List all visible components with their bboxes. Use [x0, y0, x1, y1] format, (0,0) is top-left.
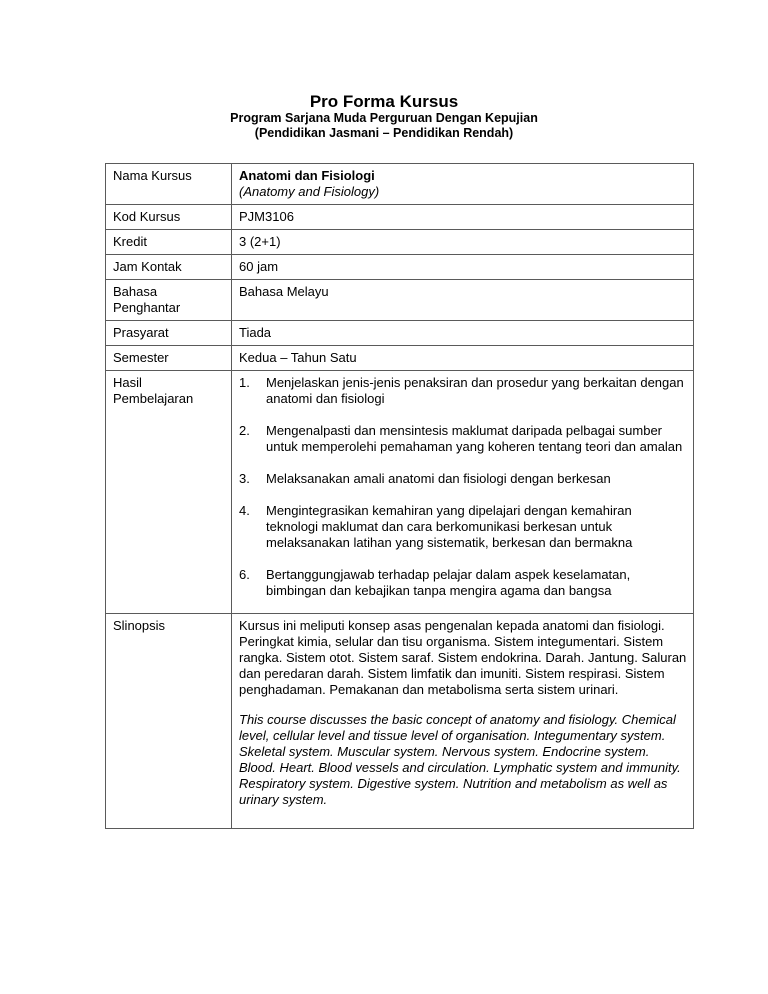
list-item-number: 2.: [239, 423, 250, 438]
list-item-number: 6.: [239, 567, 250, 582]
row-semester: [106, 346, 694, 371]
list-item-text: Mengenalpasti dan mensintesis maklumat daripada pelbagai sumber untuk memperolehi pemahaman yang koheren tentang teori dan amalan: [266, 423, 683, 454]
row-hasil-pembelajaran: [106, 371, 694, 614]
label-prasyarat: Prasyarat: [106, 321, 232, 346]
label-sinopsis: Slinopsis: [106, 614, 232, 829]
program-specialisation: (Pendidikan Jasmani – Pendidikan Rendah): [254, 126, 514, 140]
learning-outcomes-list: [239, 375, 687, 599]
value-jam-kontak: 60 jam: [232, 255, 694, 280]
list-item: [239, 567, 687, 599]
course-name: Anatomi dan Fisiologi: [239, 168, 375, 183]
document-title: [0, 92, 768, 112]
synopsis-english: This course discusses the basic concept of anatomy and fisiology. Chemical level, cellular level and tissue level of organisation. Integumentary system. Skeletal system. Muscular system. Nervous system. Endocrine system. Blood. Heart. Blood vessels and circulation. Lymphatic system and immunity. Respiratory system. Digestive system. Nutrition and metabolism as well as urinary system.: [239, 712, 681, 807]
value-prasyarat: Tiada: [232, 321, 694, 346]
value-nama-kursus: [232, 164, 694, 205]
title-text: Pro Forma Kursus: [309, 92, 459, 111]
list-item: [239, 471, 687, 487]
label-bahasa: Bahasa Penghantar: [106, 280, 232, 321]
row-prasyarat: [106, 321, 694, 346]
list-item-text: Mengintegrasikan kemahiran yang dipelajari dengan kemahiran teknologi maklumat dan cara berkomunikasi berkesan untuk melaksanakan latihan yang sistematik, berkesan dan bermakna: [266, 503, 633, 550]
row-kod-kursus: [106, 205, 694, 230]
list-item-text: Menjelaskan jenis-jenis penaksiran dan prosedur yang berkaitan dengan anatomi dan fisiologi: [266, 375, 684, 406]
value-hasil-pembelajaran: [232, 371, 694, 614]
list-item-text: Melaksanakan amali anatomi dan fisiologi dengan berkesan: [266, 471, 611, 486]
synopsis-malay: Kursus ini meliputi konsep asas pengenalan kepada anatomi dan fisiologi. Peringkat kimia, selular dan tisu organisma. Sistem integumentari. Sistem rangka. Sistem otot. Sistem saraf. Sistem endokrina. Darah. Jantung. Saluran dan peredaran darah. Sistem limfatik dan imuniti. Sistem respirasi. Sistem penghadaman. Pemakanan dan metabolisma serta sistem urinari.: [239, 618, 687, 697]
value-semester: Kedua – Tahun Satu: [232, 346, 694, 371]
list-item-number: 1.: [239, 375, 250, 390]
value-kod-kursus: PJM3106: [232, 205, 694, 230]
label-kredit: Kredit: [106, 230, 232, 255]
course-name-translation: (Anatomy and Fisiology): [239, 184, 380, 199]
value-sinopsis: [232, 614, 694, 829]
row-jam-kontak: [106, 255, 694, 280]
label-hasil-pembelajaran: Hasil Pembelajaran: [106, 371, 232, 614]
list-item-number: 4.: [239, 503, 250, 518]
value-kredit: 3 (2+1): [232, 230, 694, 255]
label-jam-kontak: Jam Kontak: [106, 255, 232, 280]
value-bahasa: Bahasa Melayu: [232, 280, 694, 321]
row-bahasa: [106, 280, 694, 321]
label-semester: Semester: [106, 346, 232, 371]
list-item: [239, 375, 687, 407]
row-sinopsis: [106, 614, 694, 829]
label-nama-kursus: Nama Kursus: [106, 164, 232, 205]
list-item: [239, 503, 687, 551]
list-item: [239, 423, 687, 455]
program-subtitle: Program Sarjana Muda Perguruan Dengan Kepujian: [230, 111, 538, 125]
list-item-number: 3.: [239, 471, 250, 486]
list-item-text: Bertanggungjawab terhadap pelajar dalam aspek keselamatan, bimbingan dan kebajikan tanpa mengira agama dan bangsa: [266, 567, 631, 598]
row-kredit: [106, 230, 694, 255]
course-proforma-table: [105, 163, 694, 829]
label-kod-kursus: Kod Kursus: [106, 205, 232, 230]
row-nama-kursus: [106, 164, 694, 205]
